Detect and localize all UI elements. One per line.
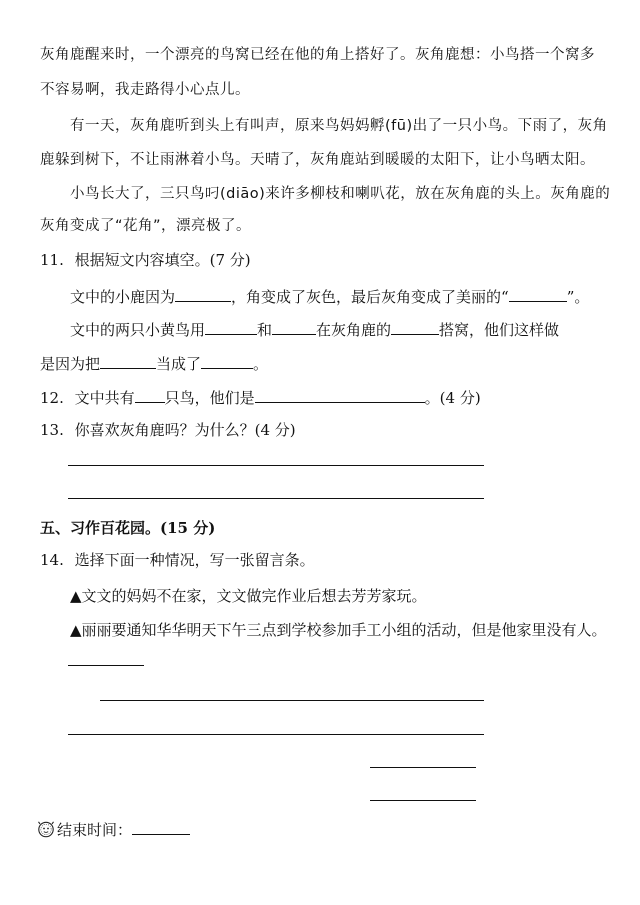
answer-blank[interactable]: [255, 386, 425, 403]
note-signature-line[interactable]: [370, 767, 476, 768]
question-11-heading: [40, 250, 251, 270]
section-heading: 五、习作百花园。(15 分): [40, 519, 216, 537]
story-paragraph3-line1: 小鸟长大了，三只鸟叼(diāo)来许多柳枝和喇叭花，放在灰角鹿的头上。灰角鹿的: [70, 186, 611, 202]
end-time-blank[interactable]: [132, 818, 190, 835]
note-body-line[interactable]: [100, 700, 484, 701]
question-14-option-1: ▲文文的妈妈不在家，文文做完作业后想去芳芳家玩。: [70, 587, 427, 605]
question-11-fill-line3: 是因为把 当成了 。: [40, 352, 268, 374]
story-paragraph3-line2: 灰角变成了“花角”，漂亮极了。: [40, 218, 252, 234]
question-12: 12. 文中共有 只鸟，他们是 。(4 分): [40, 386, 481, 408]
answer-line[interactable]: [68, 465, 484, 466]
answer-blank[interactable]: [205, 318, 257, 335]
answer-blank[interactable]: [135, 386, 165, 403]
note-date-line[interactable]: [370, 800, 476, 801]
note-body-line[interactable]: [68, 734, 484, 735]
question-number: 11.: [40, 251, 64, 269]
clock-mascot-icon: [37, 820, 55, 838]
question-11-fill-line1: 文中的小鹿因为 ，角变成了灰色，最后灰角变成了美丽的“ ”。: [70, 285, 589, 307]
question-prompt: 选择下面一种情况，写一张留言条。: [74, 551, 315, 569]
end-time-row: [37, 818, 190, 840]
note-salutation-line[interactable]: [68, 665, 144, 666]
answer-blank[interactable]: [509, 285, 567, 302]
answer-line[interactable]: [68, 498, 484, 499]
question-prompt: 根据短文内容填空。(7 分): [74, 251, 251, 269]
question-number: 12.: [40, 389, 64, 407]
question-14-heading: [40, 550, 315, 570]
question-prompt: 你喜欢灰角鹿吗？为什么？(4 分): [74, 421, 296, 439]
question-14-option-2: ▲丽丽要通知华华明天下午三点到学校参加手工小组的活动，但是他家里没有人。: [70, 621, 607, 639]
question-number: 14.: [40, 551, 64, 569]
question-11-fill-line2: 文中的两只小黄鸟用 和 在灰角鹿的 搭窝，他们这样做: [70, 318, 559, 340]
story-paragraph2-line2: 鹿躲到树下，不让雨淋着小鸟。天晴了，灰角鹿站到暖暖的太阳下，让小鸟晒太阳。: [40, 152, 595, 168]
answer-blank[interactable]: [272, 318, 316, 335]
question-number: 13.: [40, 421, 64, 439]
answer-blank[interactable]: [100, 352, 156, 369]
story-paragraph2-line1: 有一天，灰角鹿听到头上有叫声，原来鸟妈妈孵(fū)出了一只小鸟。下雨了，灰角: [70, 118, 608, 134]
answer-blank[interactable]: [175, 285, 231, 302]
story-paragraph1-line2: 不容易啊，我走路得小心点儿。: [40, 82, 250, 98]
answer-blank[interactable]: [391, 318, 439, 335]
story-paragraph1-line1: 灰角鹿醒来时，一个漂亮的鸟窝已经在他的角上搭好了。灰角鹿想：小鸟搭一个窝多: [40, 47, 595, 63]
answer-blank[interactable]: [201, 352, 253, 369]
question-13-heading: [40, 420, 296, 440]
end-time-label: 结束时间：: [57, 821, 133, 839]
